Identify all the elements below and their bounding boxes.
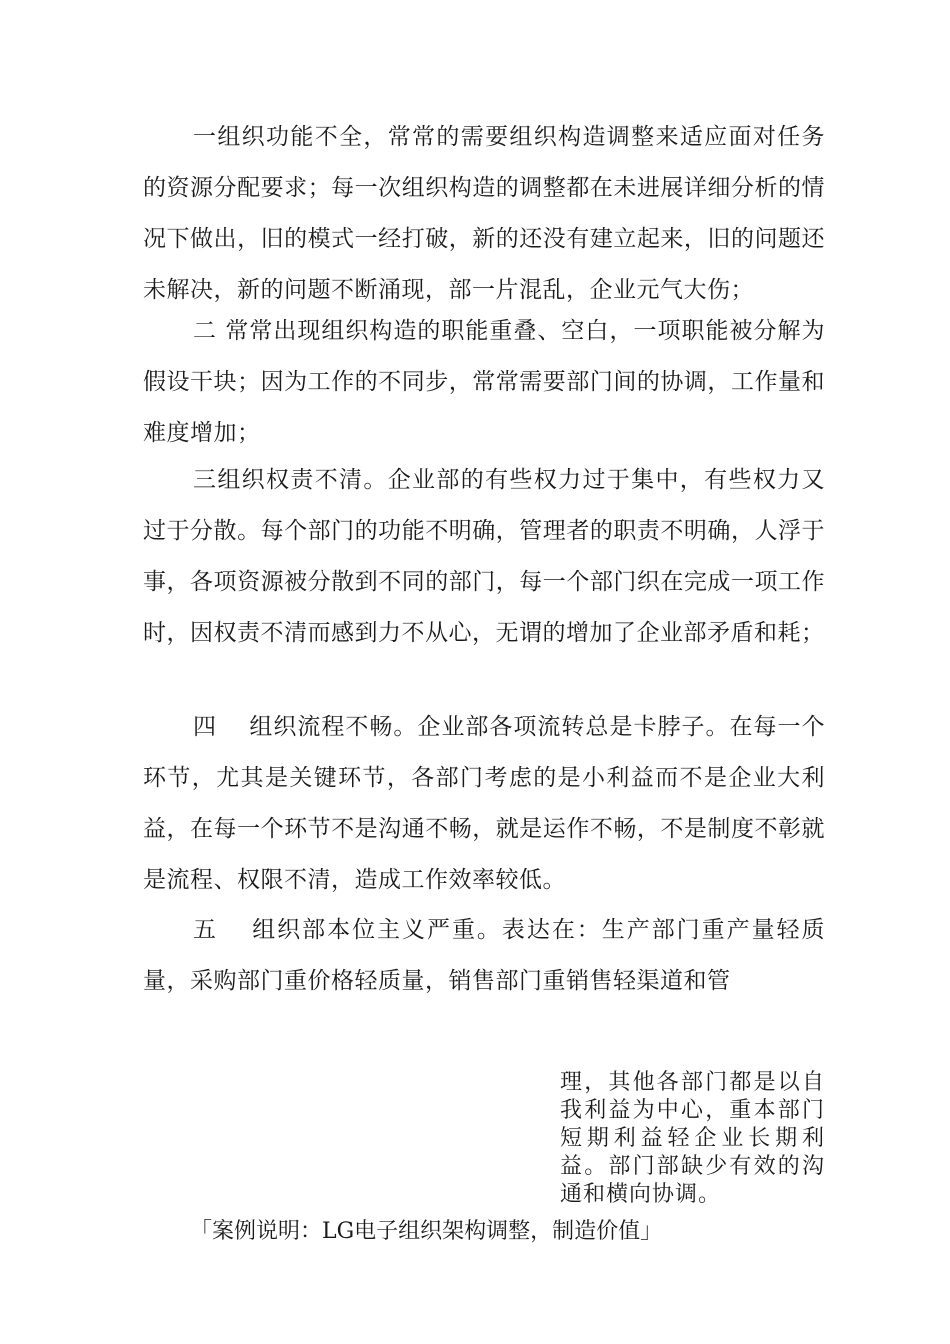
paragraph-4: 四 组织流程不畅。企业部各项流转总是卡脖子。在每一个环节，尤其是关键环节，各部门考虑的是小利益而不是企业大利益，在每一个环节不是沟通不畅，就是运作不畅，不是制度不彰就是流程、权限不清，造成工作效率较低。 — [143, 714, 825, 893]
paragraph-5: 五 组织部本位主义严重。表达在：生产部门重产量轻质量，采购部门重价格轻质量，销售部门重销售轻渠道和管 — [143, 917, 825, 994]
continuation-text-block: 理，其他各部门都是以自我利益为中心，重本部门短期利益轻企业长期利益。部门部缺少有效的沟通和横向协调。 — [560, 1070, 825, 1207]
case-caption: 「案例说明：LG电子组织架构调整，制造价值」 — [190, 1219, 663, 1244]
paragraph-2: 二 常常出现组织构造的职能重叠、空白，一项职能被分解为假设干块；因为工作的不同步，常常需要部门间的协调，工作量和难度增加； — [143, 318, 825, 446]
paragraph-3: 三组织权责不清。企业部的有些权力过于集中，有些权力又过于分散。每个部门的功能不明确，管理者的职责不明确，人浮于事，各项资源被分散到不同的部门，每一个部门织在完成一项工作时，因权责不清而感到力不从心，无谓的增加了企业部矛盾和耗； — [143, 467, 825, 646]
paragraph-1: 一组织功能不全，常常的需要组织构造调整来适应面对任务的资源分配要求；每一次组织构造的调整都在未进展详细分析的情况下做出，旧的模式一经打破，新的还没有建立起来，旧的问题还未解决，新的问题不断涌现，部一片混乱，企业元气大伤； — [143, 124, 825, 303]
